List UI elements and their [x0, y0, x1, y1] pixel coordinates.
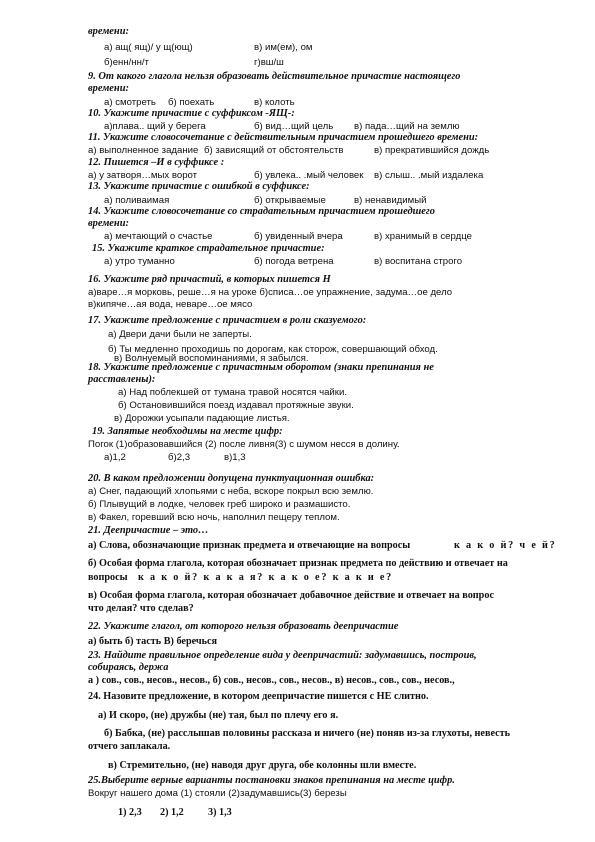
q14-option-b: б) увиденный вчера [254, 231, 343, 242]
q16-option-ab: а)варе…я морковь, реше…я на уроке б)списа…ое упражнение, задума…ое дело [88, 287, 453, 298]
question-23-cont: собираясь, держа [88, 662, 169, 673]
q20-option-v: в) Факел, горевший всю ночь, наполнил пещеру теплом. [88, 512, 340, 523]
q21-option-v-cont: что делая? что сделав? [88, 603, 194, 614]
question-18: 18. Укажите предложение с причастным оборотом (знаки препинания не [88, 362, 434, 373]
question-10: 10. Укажите причастие с суффиксом -ЯЩ-: [88, 108, 295, 119]
q14-option-v: в) хранимый в сердце [374, 231, 472, 242]
q17-option-b: б) Ты медленно проходишь по дорогам, как сторож, совершающий обход. [108, 344, 438, 355]
question-17: 17. Укажите предложение с причастием в роли сказуемого: [88, 315, 367, 326]
q21-option-b: б) Особая форма глагола, которая обозначает признак предмета по действию и отвечает на [88, 558, 508, 569]
q21-option-a: а) Слова, обозначающие признак предмета и отвечающие на вопросы [88, 540, 411, 551]
q13-option-b: б) открываемые [254, 195, 326, 206]
q24-option-a: а) И скоро, (не) дружбы (не) тая, был по плечу его я. [98, 710, 339, 721]
question-13: 13. Укажите причастие с ошибкой в суффиксе: [88, 181, 310, 192]
q10-option-b: б) вид…щий цель [254, 121, 334, 132]
q25-option-2: 2) 1,2 [160, 807, 184, 818]
q13-option-a: а) поливаимая [104, 195, 170, 206]
q17-option-a: а) Двери дачи были не заперты. [108, 329, 252, 340]
q16-option-v: в)кипяче…ая вода, неваре…ое мясо [88, 299, 253, 310]
q24-option-b: б) Бабка, (не) расслышав половины рассказа и ничего (не) поняв из-за глухоты, невесть [104, 728, 511, 739]
question-22: 22. Укажите глагол, от которого нельзя образовать деепричастие [88, 621, 399, 632]
q21-option-b-label: вопросы [88, 572, 128, 583]
question-20: 20. В каком предложении допущена пунктуационная ошибка: [88, 473, 375, 484]
question-21: 21. Деепричастие – это… [88, 525, 209, 536]
option-a: а) ащ( ящ)/ у щ(ющ) [104, 42, 193, 53]
q10-option-a: а)плава.. щий у берега [104, 121, 206, 132]
question-16: 16. Укажите ряд причастий, в которых пишется Н [88, 274, 331, 285]
q21-option-v: в) Особая форма глагола, которая обозначает добавочное действие и отвечает на вопрос [88, 590, 494, 601]
question-24: 24. Назовите предложение, в котором деепричастие пишется с НЕ слитно. [88, 691, 429, 702]
q18-option-b: б) Остановившийся поезд издавал протяжные звуки. [118, 400, 354, 411]
q25-option-3: 3) 1,3 [208, 807, 232, 818]
q17-option-v: в) Волнуемый воспоминаниями, я забылся. [114, 353, 309, 364]
question-9-cont: времени: [88, 83, 129, 94]
option-b: б)енн/нн/т [104, 57, 149, 68]
option-g: г)вш/ш [254, 57, 284, 68]
q14-option-a: а) мечтающий о счастье [104, 231, 213, 242]
q19-option-v: в)1,3 [224, 452, 246, 463]
question-25: 25.Выберите верные варианты постановки знаков препинания на месте цифр. [88, 775, 455, 786]
option-v: в) им(ем), ом [254, 42, 313, 53]
q10-option-v: в) пада…щий на землю [354, 121, 460, 132]
question-19: 19. Запятые необходимы на месте цифр: [92, 426, 283, 437]
q23-options: а ) сов., сов., несов., несов., б) сов., несов., сов., несов., в) несов., сов., сов., несов., [88, 675, 455, 686]
q20-option-b: б) Плывущий в лодке, человек греб широко и размашисто. [88, 499, 351, 510]
q9-option-a: а) смотреть [104, 97, 156, 108]
q24-option-b-cont: отчего заплакала. [88, 741, 171, 752]
q15-option-a: а) утро туманно [104, 256, 175, 267]
q20-option-a: а) Снег, падающий хлопьями с неба, вскоре покрыл всю землю. [88, 486, 374, 497]
q19-sentence: Погок (1)образовавшийся (2) после ливня(3) с шумом несся в долину. [88, 439, 400, 450]
question-18-cont: расставлены): [88, 374, 156, 385]
q24-option-v: в) Стремительно, (не) наводя друг друга, обе колонны шли вместе. [108, 760, 417, 771]
q22-options: а) быть б) тасть В) беречься [88, 636, 218, 647]
q21-option-b-questions: к а к о й? к а к а я? к а к о е? к а к и е? [138, 572, 394, 583]
q11-option-v: в) прекратившийся дождь [374, 145, 490, 156]
question-12: 12. Пишется –И в суффиксе : [88, 157, 225, 168]
question-14: 14. Укажите словосочетание со страдательным причастием прошедшего [88, 206, 435, 217]
question-15: 15. Укажите краткое страдательное причастие: [92, 243, 325, 254]
question-23: 23. Найдите правильное определение вида у деепричастий: задумавшись, построив, [88, 650, 477, 661]
question-14-cont: времени: [88, 218, 129, 229]
q18-option-a: а) Над поблекшей от тумана травой носятся чайки. [118, 387, 348, 398]
q12-option-v: в) слыш.. .мый издалека [374, 170, 484, 181]
question-11: 11. Укажите словосочетание с действительным причастием прошедшего времени: [88, 132, 479, 143]
q13-option-v: в) ненавидимый [354, 195, 427, 206]
q19-option-b: б)2,3 [168, 452, 191, 463]
q25-sentence: Вокруг нашего дома (1) стояли (2)задумавшись(3) березы [88, 788, 347, 799]
q12-option-b: б) увлека.. .мый человек [254, 170, 364, 181]
q11-option-b: б) зависящий от обстоятельств [204, 145, 344, 156]
q25-option-1: 1) 2,3 [118, 807, 142, 818]
heading-continuation: времени: [88, 26, 129, 37]
q12-option-a: а) у затворя…мых ворот [88, 170, 198, 181]
q15-option-v: в) воспитана строго [374, 256, 463, 267]
q21-option-a-questions: к а к о й? ч е й? [454, 540, 557, 551]
q9-option-b: б) поехать [168, 97, 215, 108]
q15-option-b: б) погода ветрена [254, 256, 334, 267]
q11-option-a: а) выполненное задание [88, 145, 199, 156]
q18-option-v: в) Дорожки усыпали падающие листья. [114, 413, 290, 424]
question-9: 9. От какого глагола нельзя образовать действительное причастие настоящего [88, 71, 461, 82]
q19-option-a: а)1,2 [104, 452, 126, 463]
q9-option-v: в) колоть [254, 97, 295, 108]
